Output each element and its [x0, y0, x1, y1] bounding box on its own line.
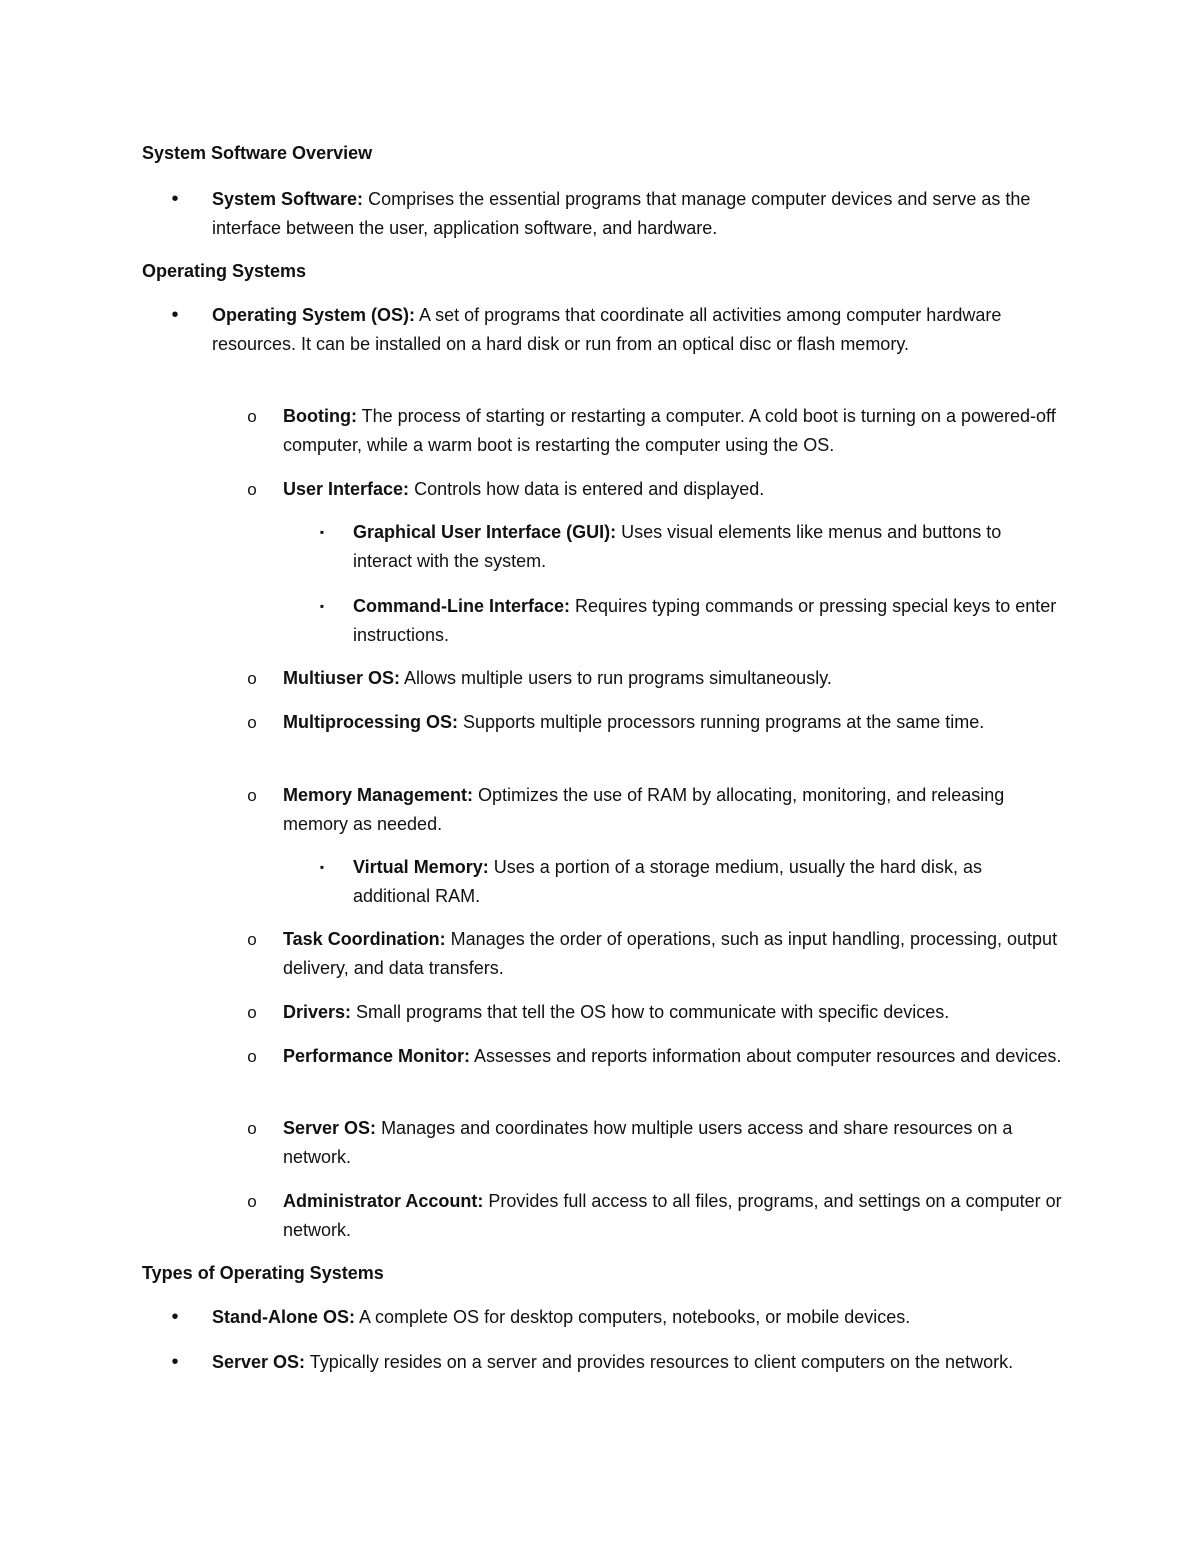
square-bullet-icon: ▪: [319, 525, 325, 539]
circle-bullet-icon: o: [247, 1192, 257, 1211]
description: Manages the order of operations, such as input handling, processing, output delivery, and data transfers.: [283, 929, 1058, 978]
circle-bullet-icon: o: [247, 1047, 257, 1066]
description: Small programs that tell the OS how to communicate with specific devices.: [351, 1002, 950, 1022]
term: Operating System (OS):: [212, 305, 416, 325]
list-item-memory-management: [247, 781, 1073, 839]
bullet-icon: •: [171, 188, 179, 210]
term: Graphical User Interface (GUI):: [353, 522, 617, 542]
description: A set of programs that coordinate all activities among computer hardware resources. It can be installed on a hard disk or run from an optical disc or flash memory.: [212, 305, 1002, 354]
square-bullet-icon: ▪: [319, 860, 325, 874]
list-item-administrator-account: [247, 1187, 1073, 1245]
circle-bullet-icon: o: [247, 480, 257, 499]
section-heading-types-of-operating-systems: Types of Operating Systems: [142, 1263, 384, 1283]
bullet-icon: •: [171, 304, 179, 326]
list-item-multiprocessing-os: [247, 708, 1073, 737]
term: Memory Management:: [283, 785, 474, 805]
section-heading-system-software-overview: System Software Overview: [142, 143, 373, 163]
circle-bullet-icon: o: [247, 407, 257, 426]
description: Optimizes the use of RAM by allocating, monitoring, and releasing memory as needed.: [283, 785, 1005, 834]
circle-bullet-icon: o: [247, 1119, 257, 1138]
circle-bullet-icon: o: [247, 713, 257, 732]
term: Multiprocessing OS:: [283, 712, 459, 732]
description: Provides full access to all files, programs, and settings on a computer or network.: [283, 1191, 1062, 1240]
list-item-booting: [247, 402, 1073, 460]
section-heading-operating-systems: Operating Systems: [142, 261, 307, 281]
circle-bullet-icon: o: [247, 930, 257, 949]
list-item-command-line-interface: [319, 592, 1058, 650]
list-item-task-coordination: [247, 925, 1073, 983]
list-item-system-software: [171, 185, 1062, 243]
description: Allows multiple users to run programs simultaneously.: [400, 668, 832, 688]
list-item-multiuser-os: [247, 664, 1073, 693]
term: System Software:: [212, 189, 364, 209]
term: Stand-Alone OS:: [212, 1307, 355, 1327]
term: Administrator Account:: [283, 1191, 484, 1211]
description: Uses visual elements like menus and buttons to interact with the system.: [353, 522, 1002, 571]
list-item-operating-system: [171, 301, 1062, 359]
term: Booting:: [283, 406, 357, 426]
description: Supports multiple processors running programs at the same time.: [458, 712, 985, 732]
description: Uses a portion of a storage medium, usually the hard disk, as additional RAM.: [353, 857, 982, 906]
term: Command-Line Interface:: [353, 596, 571, 616]
list-item-user-interface: [247, 475, 1073, 504]
description: Assesses and reports information about computer resources and devices.: [470, 1046, 1062, 1066]
square-bullet-icon: ▪: [319, 599, 325, 613]
circle-bullet-icon: o: [247, 1003, 257, 1022]
circle-bullet-icon: o: [247, 786, 257, 805]
description: Controls how data is entered and displayed.: [409, 479, 765, 499]
description: Comprises the essential programs that manage computer devices and serve as the interface between the user, application software, and hardware.: [212, 189, 1031, 238]
term: Virtual Memory:: [353, 857, 489, 877]
term: Server OS:: [212, 1352, 306, 1372]
term: Server OS:: [283, 1118, 377, 1138]
description: A complete OS for desktop computers, notebooks, or mobile devices.: [355, 1307, 911, 1327]
list-item-drivers: [247, 998, 1073, 1027]
bullet-icon: •: [171, 1351, 179, 1373]
list-item-virtual-memory: [319, 853, 1058, 911]
description: Manages and coordinates how multiple users access and share resources on a network.: [283, 1118, 1013, 1167]
description: The process of starting or restarting a computer. A cold boot is turning on a powered-off computer, while a warm boot is restarting the computer using the OS.: [283, 406, 1056, 455]
term: Multiuser OS:: [283, 668, 401, 688]
list-item-stand-alone-os: [171, 1303, 1062, 1332]
list-item-server-os: [247, 1114, 1073, 1172]
term: Task Coordination:: [283, 929, 446, 949]
list-item-performance-monitor: [247, 1042, 1073, 1071]
bullet-icon: •: [171, 1306, 179, 1328]
list-item-gui: [319, 518, 1058, 576]
term: User Interface:: [283, 479, 410, 499]
term: Performance Monitor:: [283, 1046, 471, 1066]
description: Requires typing commands or pressing special keys to enter instructions.: [353, 596, 1057, 645]
term: Drivers:: [283, 1002, 352, 1022]
description: Typically resides on a server and provides resources to client computers on the network.: [305, 1352, 1014, 1372]
circle-bullet-icon: o: [247, 669, 257, 688]
list-item-server-os-type: [171, 1348, 1062, 1377]
